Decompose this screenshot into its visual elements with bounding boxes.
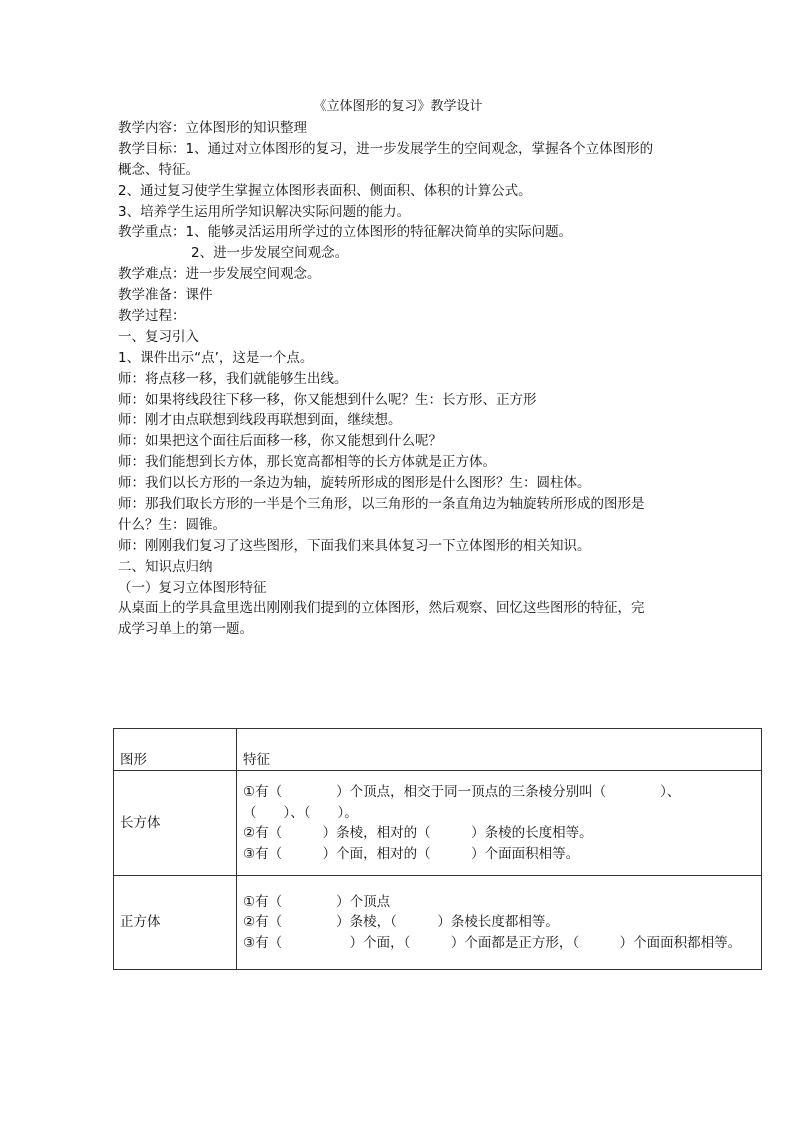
body-line: 师：如果把这个面往后面移一移，你又能想到什么呢？ [118,433,442,450]
section-heading: 一、复习引入 [118,328,199,345]
body-line: 教学难点：进一步发展空间观念。 [118,266,321,283]
body-line: 师：我们以长方形的一条边为轴，旋转所形成的图形是什么图形？生：圆柱体。 [118,475,591,492]
section-heading: 二、知识点归纳 [118,558,213,575]
body-line: 教学过程： [118,308,186,325]
features-table [113,728,762,970]
body-line: 师：刚才由点联想到线段再联想到面，继续想。 [118,412,402,429]
shape-cell: 长方体 [114,771,237,876]
body-line: 2、通过复习使学生掌握立体图形表面积、侧面积、体积的计算公式。 [118,182,532,199]
body-line: 师：如果将线段往下移一移，你又能想到什么呢？生：长方形、正方形 [118,391,537,408]
feature-line: ③有（ ）个面，相对的（ ）个面面积相等。 [243,845,580,862]
subsection-heading: （一）复习立体图形特征 [118,579,267,596]
feature-line: ②有（ ）条棱，相对的（ ）条棱的长度相等。 [243,825,593,841]
body-line: 教学内容：立体图形的知识整理 [118,120,307,136]
body-line: 师：我们能想到长方体，那长宽高都相等的长方体就是正方体。 [118,454,496,471]
body-line: 1、课件出示“点’，这是一个点。 [118,349,314,366]
body-line: 教学目标：1、通过对立体图形的复习，进一步发展学生的空间观念，掌握各个立体图形的 [118,140,654,157]
table-row [114,771,762,876]
feature-line: （ ）、（ ）。 [243,804,358,821]
body-line: 教学重点：1、能够灵活运用所学过的立体图形的特征解决简单的实际问题。 [118,224,573,241]
feature-line: ②有（ ）条棱，（ ）条棱长度都相等。 [243,914,559,931]
features-cell [237,876,762,970]
body-line: 2、进一步发展空间观念。 [191,245,349,262]
table-row [114,876,762,970]
feature-line: ①有（ ）个顶点 [243,893,391,910]
header-cell-features: 特征 [237,729,762,771]
body-line: 师：那我们取长方形的一半是个三角形，以三角形的一条直角边为轴旋转所形成的图形是 [118,496,645,513]
features-cell [237,771,762,876]
document-body [118,118,678,640]
table-header-row [114,729,762,771]
body-line: 成学习单上的第一题。 [118,621,253,638]
header-cell-shape: 图形 [114,729,237,771]
body-line: 什么？生：圆锥。 [118,516,226,533]
body-line: 概念、特征。 [118,161,199,178]
body-line: 教学准备：课件 [118,287,213,304]
body-line: 从桌面上的学具盒里选出刚刚我们提到的立体图形，然后观察、回忆这些图形的特征，完 [118,600,645,617]
document-title: 《立体图形的复习》教学设计 [313,99,483,114]
feature-line: ③有（ ）个面，（ ）个面都是正方形，（ ）个面面积都相等。 [243,934,742,951]
shape-cell: 正方体 [114,876,237,970]
body-line: 3、培养学生运用所学知识解决实际问题的能力。 [118,203,411,220]
body-line: 师：刚刚我们复习了这些图形，下面我们来具体复习一下立体图形的相关知识。 [118,537,591,554]
body-line: 师：将点移一移，我们就能够生出线。 [118,370,348,387]
feature-line: ①有（ ）个顶点，相交于同一顶点的三条棱分别叫（ ）、 [243,784,681,800]
